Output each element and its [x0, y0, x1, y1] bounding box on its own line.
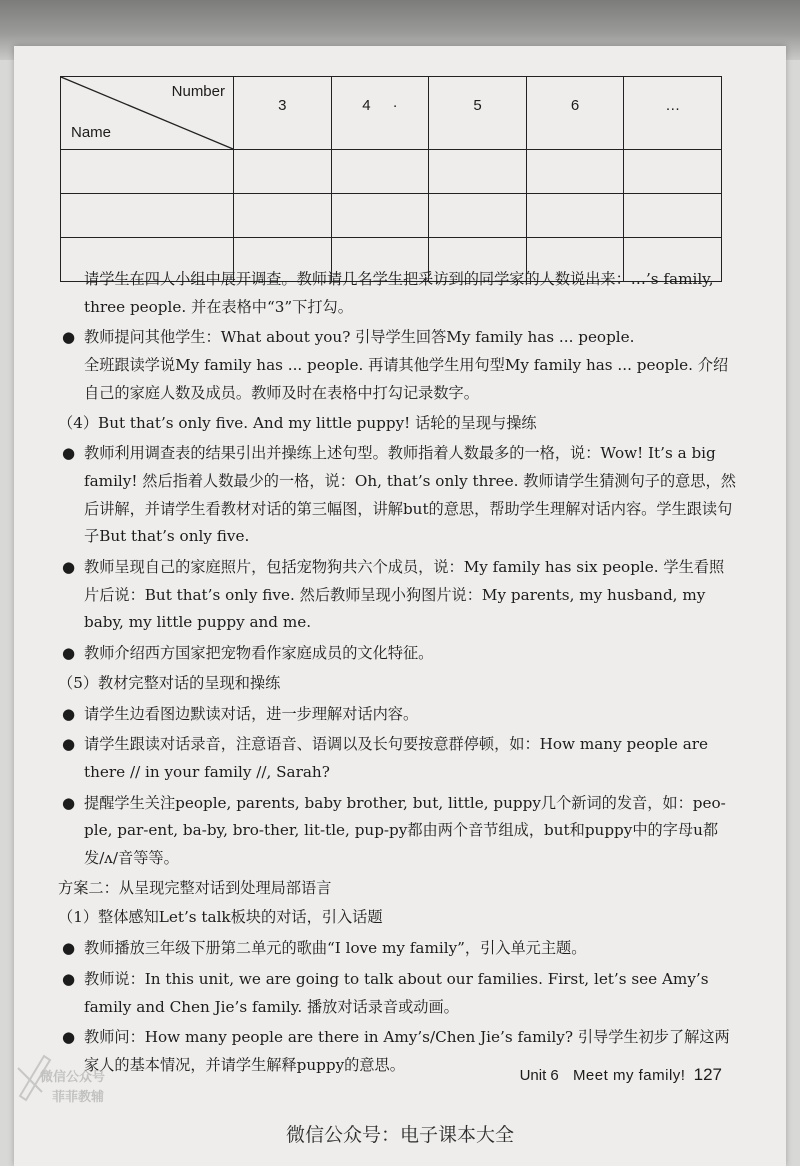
bullet-text: 提醒学生关注people, parents, baby brother, but, little, puppy几个新词的发音，如：peo-ple, par-ent, ba-by, bro-ther, lit-tle, pup-py都由两个音节组成，but和puppy中的字母u都发/ʌ/音等等。 [84, 793, 726, 868]
column-label: 3 [278, 97, 287, 114]
table-cell [331, 150, 429, 194]
bullet-text: 教师提问其他学生：What about you? 引导学生回答My family has ... people. [84, 328, 635, 347]
bullet-text: 教师利用调查表的结果引出并操练上述句型。教师指着人数最多的一格，说：Wow! It’s a big family! 然后指着人数最少的一格，说：Oh, that’s only three. 教师请学生猜测句子的意思，然后讲解，并请学生看教材对话的第三幅图，讲解but的意思，帮助学生理解对话内容。学生跟读句子But that’s only five. [84, 444, 736, 546]
bullet-item [58, 966, 738, 1021]
watermark-line-2: 菲菲教辅 [52, 1090, 105, 1105]
bullet-text: 请学生跟读对话录音，注意语音、语调以及长句要按意群停顿，如：How many people are there // in your family //, Sarah? [84, 735, 709, 781]
table-cell [61, 150, 234, 194]
column-label: 6 [570, 97, 580, 114]
bullet-icon: ● [62, 735, 76, 754]
bullet-item [58, 640, 738, 668]
section-heading-1: （1）整体感知Let’s talk板块的对话，引入话题 [58, 908, 383, 927]
page-number: 127 [693, 1065, 722, 1084]
bullet-icon: ● [62, 704, 76, 723]
table-cell [624, 194, 722, 238]
bullet-item [58, 554, 738, 637]
watermark-line-1: 微信公众号 [40, 1070, 106, 1085]
column-dot-mark: · [392, 97, 398, 114]
bullet-icon: ● [62, 644, 76, 663]
bullet-icon: ● [62, 939, 76, 958]
bullet-text: 教师问：How many people are there in Amy’s/Chen Jie’s family? 引导学生初步了解这两家人的基本情况，并请学生解释puppy的意思。 [84, 1028, 730, 1074]
bullet-icon: ● [62, 969, 76, 988]
column-label: … [665, 97, 681, 114]
survey-table [60, 76, 722, 282]
bullet-icon: ● [62, 558, 76, 577]
section-heading-5: （5）教材完整对话的呈现和操练 [58, 673, 281, 692]
page-footer [520, 1065, 722, 1085]
table-row [61, 150, 722, 194]
table-cell [61, 194, 234, 238]
table-cell [234, 150, 332, 194]
table-cell [331, 194, 429, 238]
column-header [429, 77, 527, 150]
footer-title: Meet my family! [572, 1067, 686, 1084]
table-cell [429, 150, 527, 194]
column-label: 4 [362, 97, 371, 114]
column-label: 5 [473, 97, 482, 114]
bullet-text: 教师说：In this unit, we are going to talk about our families. First, let’s see Amy’s family and Chen Jie’s family. 播放对话录音或动画。 [84, 969, 709, 1016]
paragraph-class-repeat: 全班跟读学说My family has ... people. 再请其他学生用句型My family has ... people. 介绍自己的家庭人数及成员。教师及时在表格中打勾记录数字。 [84, 356, 729, 402]
column-header-number: Number [171, 83, 225, 100]
watermark-logo [14, 1048, 134, 1108]
table-header-row [61, 77, 722, 150]
bullet-item [58, 440, 738, 551]
section-heading-4: （4）But that’s only five. And my little puppy! 话轮的呈现与操练 [58, 413, 537, 432]
bullet-icon: ● [62, 444, 76, 463]
column-header [526, 77, 624, 150]
bottom-caption: 微信公众号：电子课本大全 [285, 1124, 514, 1146]
table-cell [526, 194, 624, 238]
column-header [624, 77, 722, 150]
bullet-icon: ● [62, 793, 76, 812]
bullet-icon: ● [62, 1028, 76, 1047]
footer-unit: Unit 6 [519, 1067, 559, 1084]
plan-two-heading: 方案二：从呈现完整对话到处理局部语言 [58, 878, 332, 897]
column-header [234, 77, 332, 150]
bullet-item [58, 324, 738, 352]
bullet-item [58, 731, 738, 786]
corner-cell [61, 77, 234, 150]
bullet-item [58, 935, 738, 963]
table-row [61, 194, 722, 238]
bullet-text: 教师介绍西方国家把宠物看作家庭成员的文化特征。 [84, 644, 434, 663]
table-cell [429, 194, 527, 238]
column-header [331, 77, 429, 150]
bullet-text: 教师呈现自己的家庭照片，包括宠物狗共六个成员，说：My family has six people. 学生看照片后说：But that’s only five. 然后教师呈现小狗图片说：My parents, my husband, my baby, my little puppy and me. [84, 558, 725, 632]
bullet-text: 请学生边看图边默读对话，进一步理解对话内容。 [84, 704, 419, 723]
bullet-text: 教师播放三年级下册第二单元的歌曲“I love my family”，引入单元主题。 [84, 939, 587, 958]
bullet-item [58, 790, 738, 873]
bullet-item [58, 701, 738, 729]
table-cell [526, 150, 624, 194]
paragraph-survey: 请学生在四人小组中展开调查。教师请几名学生把采访到的同学家的人数说出来：…’s family, three people. 并在表格中“3”下打勾。 [84, 270, 714, 316]
table-cell [624, 150, 722, 194]
row-header-name: Name [71, 124, 112, 141]
table-cell [234, 194, 332, 238]
bullet-icon: ● [62, 328, 76, 347]
lesson-text [58, 266, 738, 1080]
